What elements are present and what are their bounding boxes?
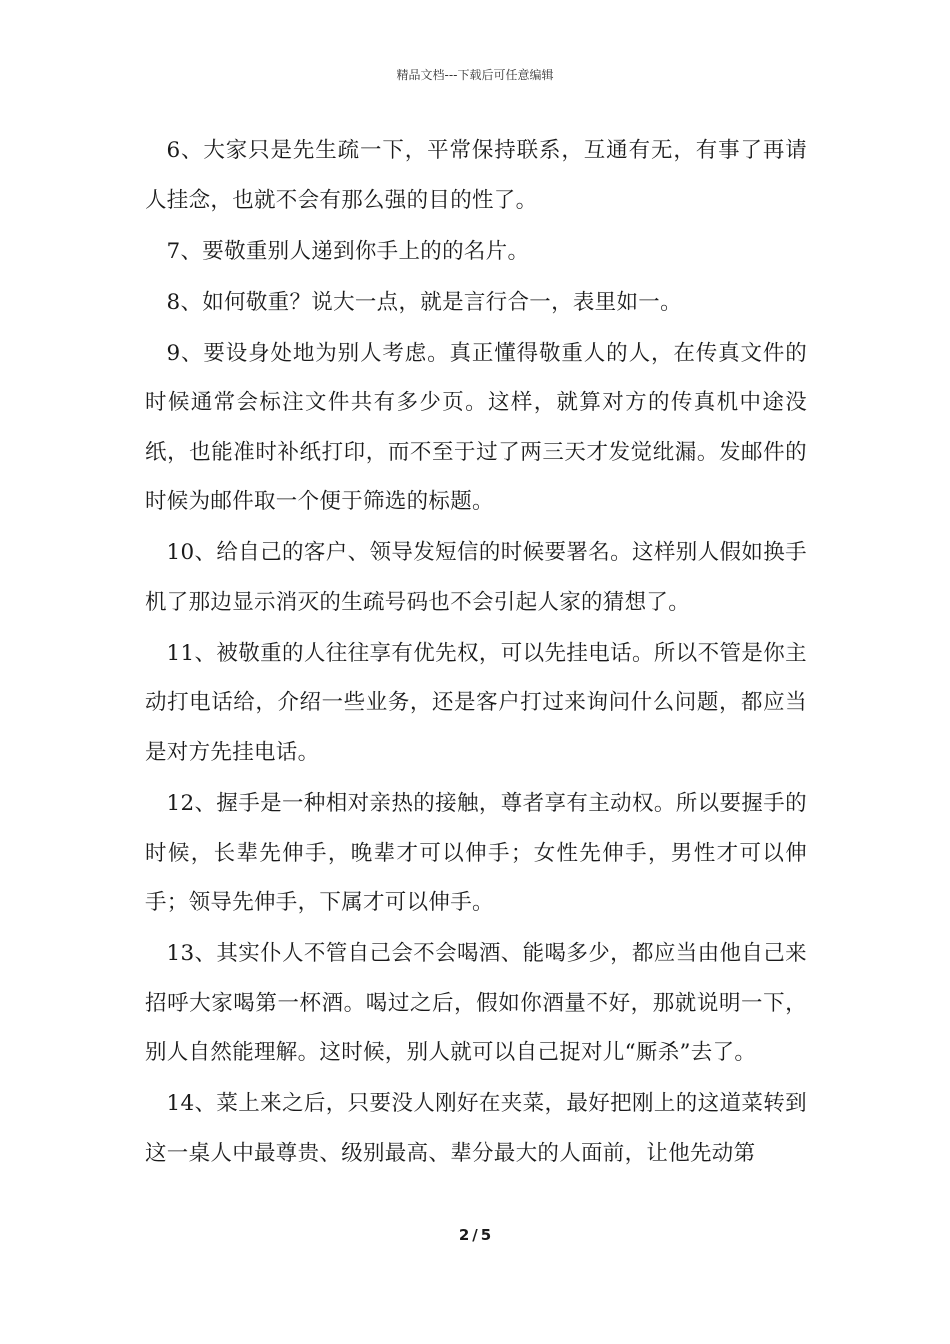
current-page: 2 bbox=[458, 1226, 470, 1244]
page-number bbox=[0, 1226, 950, 1244]
paragraph-7: 7、要敬重别人递到你手上的的名片。 bbox=[166, 238, 530, 264]
paragraph-6: 6、大家只是先生疏一下，平常保持联系，互通有无，有事了再请人挂念，也就不会有那么强的目的性了。 bbox=[145, 138, 807, 213]
paragraph-8: 8、如何敬重？说大一点，就是言行合一，表里如一。 bbox=[166, 289, 682, 315]
paragraph-9: 9、要设身处地为别人考虑。真正懂得敬重人的人，在传真文件的时候通常会标注文件共有多少页。这样，就算对方的传真机中途没纸，也能准时补纸打印，而不至于过了两三天才发觉纰漏。发邮件的时候为邮件取一个便于筛选的标题。 bbox=[145, 340, 807, 515]
paragraph-12: 12、握手是一种相对亲热的接触，尊者享有主动权。所以要握手的时候，长辈先伸手，晚辈才可以伸手；女性先伸手，男性才可以伸手；领导先伸手，下属才可以伸手。 bbox=[145, 791, 807, 916]
paragraph-10: 10、给自己的客户、领导发短信的时候要署名。这样别人假如换手机了那边显示消灭的生疏号码也不会引起人家的猜想了。 bbox=[145, 540, 807, 615]
paragraph-14: 14、菜上来之后，只要没人刚好在夹菜，最好把刚上的这道菜转到这一桌人中最尊贵、级别最高、辈分最大的人面前，让他先动第 bbox=[145, 1091, 807, 1166]
page-header: 精品文档---下载后可任意编辑 bbox=[396, 68, 554, 82]
paragraph-13: 13、其实仆人不管自己会不会喝酒、能喝多少，都应当由他自己来招呼大家喝第一杯酒。喝过之后，假如你酒量不好，那就说明一下，别人自然能理解。这时候，别人就可以自己捉对儿“厮杀”去了。 bbox=[145, 941, 807, 1066]
total-pages: 5 bbox=[480, 1226, 492, 1244]
document-body bbox=[145, 126, 807, 1180]
paragraph-11: 11、被敬重的人往往享有优先权，可以先挂电话。所以不管是你主动打电话给，介绍一些业务，还是客户打过来询问什么问题，都应当是对方先挂电话。 bbox=[145, 640, 807, 765]
page-separator: / bbox=[472, 1226, 478, 1244]
